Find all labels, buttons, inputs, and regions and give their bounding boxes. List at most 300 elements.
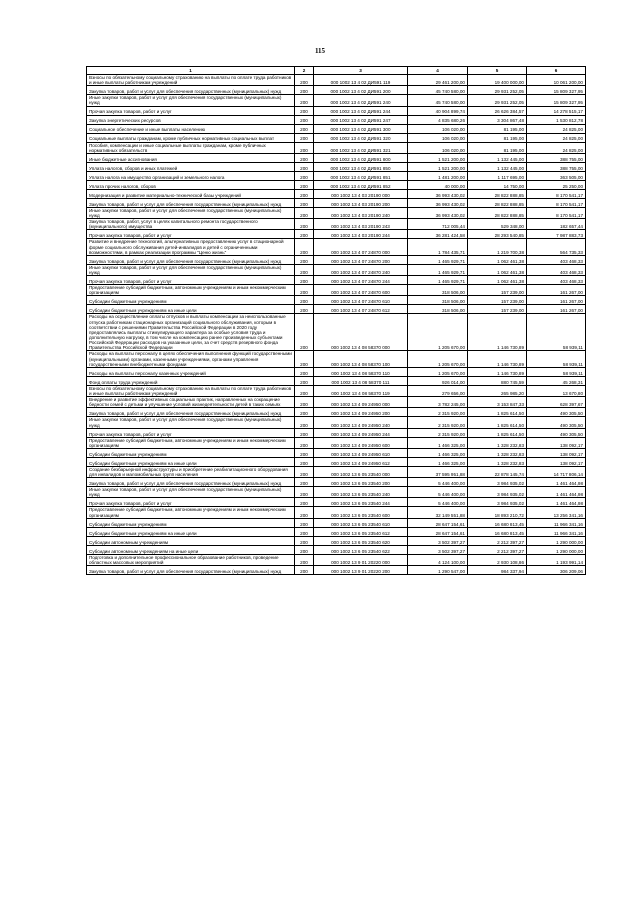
row-approved-amount: 45 740 580,00 bbox=[408, 95, 468, 106]
row-unexecuted-amount: 13 256 341,16 bbox=[527, 507, 586, 518]
row-classification-code: 000 1002 13 4 03 20190 240 bbox=[314, 207, 408, 218]
row-line-code: 200 bbox=[295, 276, 314, 285]
row-executed-amount: 2 212 397,27 bbox=[468, 545, 527, 554]
row-line-code: 200 bbox=[295, 264, 314, 275]
row-approved-amount: 1 784 435,71 bbox=[408, 239, 468, 255]
row-approved-amount: 36 993 430,02 bbox=[408, 189, 468, 198]
row-name: Субсидии бюджетным учреждениям bbox=[87, 296, 295, 305]
row-classification-code: 000 1002 13 4 02 ДИ591 850 bbox=[314, 162, 408, 171]
row-unexecuted-amount: 8 170 541,17 bbox=[527, 207, 586, 218]
row-executed-amount: 26 626 384,57 bbox=[468, 106, 527, 115]
row-line-code: 200 bbox=[295, 448, 314, 457]
row-approved-amount: 36 281 424,58 bbox=[408, 230, 468, 239]
row-classification-code: 000 1002 13 4 08 58370 100 bbox=[314, 351, 408, 367]
table-row bbox=[87, 437, 586, 448]
row-line-code: 200 bbox=[295, 162, 314, 171]
row-name: Подготовка и дополнительное профессиональное образование работников, проведение областных массовых мероприятий bbox=[87, 554, 295, 565]
row-name: Социальные выплаты гражданам, кроме публичных нормативных социальных выплат bbox=[87, 133, 295, 142]
row-approved-amount: 318 506,00 bbox=[408, 305, 468, 314]
row-name: Субсидии автономным учреждениям на иные цели bbox=[87, 545, 295, 554]
row-executed-amount: 22 878 145,74 bbox=[468, 466, 527, 477]
table-row bbox=[87, 457, 586, 466]
row-classification-code: 000 1002 13 6 05 23540 200 bbox=[314, 478, 408, 487]
row-executed-amount: 81 195,00 bbox=[468, 124, 527, 133]
row-executed-amount: 1 117 695,00 bbox=[468, 171, 527, 180]
row-name: Иные бюджетные ассигнования bbox=[87, 153, 295, 162]
row-unexecuted-amount: 161 267,00 bbox=[527, 285, 586, 296]
row-line-code: 200 bbox=[295, 466, 314, 477]
row-name: Расходы на выплаты персоналу в целях обеспечения выполнения функций государственными (муниципальными) органами, казенными учреждениями, органами управления государственными внебюджетными фондами bbox=[87, 351, 295, 367]
row-name: Субсидии автономным учреждениям bbox=[87, 536, 295, 545]
row-line-code: 200 bbox=[295, 171, 314, 180]
row-line-code: 200 bbox=[295, 219, 314, 230]
row-executed-amount: 1 062 461,38 bbox=[468, 276, 527, 285]
row-name: Иные закупки товаров, работ и услуг для обеспечения государственных (муниципальных) нужд bbox=[87, 207, 295, 218]
row-line-code: 200 bbox=[295, 285, 314, 296]
table-row bbox=[87, 162, 586, 171]
table-row bbox=[87, 545, 586, 554]
row-classification-code: 000 1002 13 4 03 20190 200 bbox=[314, 198, 408, 207]
row-executed-amount: 1 062 461,38 bbox=[468, 264, 527, 275]
row-approved-amount: 40 000,00 bbox=[408, 180, 468, 189]
row-name: Пособия, компенсации и иные социальные выплаты гражданам, кроме публичных нормативных обязательств bbox=[87, 142, 295, 153]
page-number: 115 bbox=[314, 47, 326, 55]
row-executed-amount: 1 825 614,50 bbox=[468, 417, 527, 428]
row-unexecuted-amount: 161 267,00 bbox=[527, 296, 586, 305]
row-line-code: 200 bbox=[295, 428, 314, 437]
row-executed-amount: 16 680 813,45 bbox=[468, 527, 527, 536]
row-classification-code: 000 1002 13 6 05 23540 622 bbox=[314, 545, 408, 554]
table-row bbox=[87, 487, 586, 498]
row-name: Прочая закупка товаров, работ и услуг bbox=[87, 498, 295, 507]
row-classification-code: 000 1002 13 6 05 23540 244 bbox=[314, 498, 408, 507]
row-approved-amount: 318 506,00 bbox=[408, 285, 468, 296]
row-classification-code: 000 1002 13 6 05 23540 000 bbox=[314, 466, 408, 477]
row-approved-amount: 2 315 920,00 bbox=[408, 417, 468, 428]
column-number-5: 5 bbox=[468, 67, 527, 75]
row-classification-code: 000 1002 13 4 03 20190 243 bbox=[314, 219, 408, 230]
row-classification-code: 000 1002 13 6 05 23540 600 bbox=[314, 507, 408, 518]
row-executed-amount: 1 132 445,00 bbox=[468, 153, 527, 162]
table-row bbox=[87, 95, 586, 106]
row-classification-code: 000 1002 13 4 09 24950 240 bbox=[314, 417, 408, 428]
row-approved-amount: 1 466 325,00 bbox=[408, 448, 468, 457]
row-name: Иные закупки товаров, работ и услуг для обеспечения государственных (муниципальных) нужд bbox=[87, 95, 295, 106]
row-approved-amount: 1 205 670,00 bbox=[408, 351, 468, 367]
row-approved-amount: 318 506,00 bbox=[408, 296, 468, 305]
table-row bbox=[87, 408, 586, 417]
row-unexecuted-amount: 1 461 464,98 bbox=[527, 498, 586, 507]
table-row bbox=[87, 397, 586, 408]
row-unexecuted-amount: 10 061 200,00 bbox=[527, 75, 586, 86]
row-classification-code: 000 1002 13 4 02 ДИ591 247 bbox=[314, 115, 408, 124]
row-unexecuted-amount: 1 290 000,00 bbox=[527, 545, 586, 554]
row-approved-amount: 1 521 200,00 bbox=[408, 162, 468, 171]
row-classification-code: 000 1002 13 6 05 23540 620 bbox=[314, 536, 408, 545]
row-approved-amount: 29 461 200,00 bbox=[408, 75, 468, 86]
row-approved-amount: 3 502 397,27 bbox=[408, 545, 468, 554]
row-unexecuted-amount: 15 809 327,95 bbox=[527, 86, 586, 95]
row-unexecuted-amount: 58 939,11 bbox=[527, 314, 586, 351]
row-executed-amount: 1 328 232,83 bbox=[468, 457, 527, 466]
row-line-code: 200 bbox=[295, 255, 314, 264]
row-approved-amount: 1 465 929,71 bbox=[408, 264, 468, 275]
row-unexecuted-amount: 388 755,00 bbox=[527, 153, 586, 162]
row-unexecuted-amount: 1 461 464,98 bbox=[527, 478, 586, 487]
row-classification-code: 000 1002 13 4 02 ДИ591 244 bbox=[314, 106, 408, 115]
row-executed-amount: 1 328 232,83 bbox=[468, 448, 527, 457]
row-line-code: 200 bbox=[295, 305, 314, 314]
row-name: Предоставление субсидий бюджетным, автономным учреждениям и иным некоммерческим организациям bbox=[87, 437, 295, 448]
row-unexecuted-amount: 15 809 327,95 bbox=[527, 95, 586, 106]
row-name: Внедрение и развитие эффективных социальных практик, направленных на сокращение бедности семей с детьми и улучшение условий жизнедеятельности детей в таких семьях bbox=[87, 397, 295, 408]
row-line-code: 200 bbox=[295, 518, 314, 527]
row-line-code: 200 bbox=[295, 397, 314, 408]
row-approved-amount: 106 020,00 bbox=[408, 142, 468, 153]
row-name: Иные закупки товаров, работ и услуг для обеспечения государственных (муниципальных) нужд bbox=[87, 264, 295, 275]
row-line-code: 200 bbox=[295, 507, 314, 518]
row-line-code: 200 bbox=[295, 566, 314, 575]
row-unexecuted-amount: 8 170 541,17 bbox=[527, 189, 586, 198]
row-name: Закупка товаров, работ и услуг для обеспечения государственных (муниципальных) нужд bbox=[87, 86, 295, 95]
row-line-code: 200 bbox=[295, 554, 314, 565]
row-name: Взносы по обязательному социальному страхованию на выплаты по оплате труда работников и иные выплаты работникам учреждений bbox=[87, 75, 295, 86]
row-classification-code: 000 1002 13 4 02 ДИ591 240 bbox=[314, 95, 408, 106]
row-classification-code: 000 1002 13 4 02 ДИ591 321 bbox=[314, 142, 408, 153]
row-approved-amount: 1 465 929,71 bbox=[408, 276, 468, 285]
row-line-code: 200 bbox=[295, 124, 314, 133]
row-executed-amount: 880 745,59 bbox=[468, 376, 527, 385]
row-unexecuted-amount: 24 825,00 bbox=[527, 124, 586, 133]
row-line-code: 200 bbox=[295, 198, 314, 207]
row-approved-amount: 712 005,44 bbox=[408, 219, 468, 230]
row-classification-code: 000 1002 13 4 09 24950 200 bbox=[314, 408, 408, 417]
row-executed-amount: 28 822 888,85 bbox=[468, 198, 527, 207]
row-executed-amount: 157 239,00 bbox=[468, 296, 527, 305]
row-line-code: 200 bbox=[295, 376, 314, 385]
row-unexecuted-amount: 14 278 515,17 bbox=[527, 106, 586, 115]
row-name: Субсидии бюджетным учреждениям bbox=[87, 448, 295, 457]
row-approved-amount: 3 782 245,00 bbox=[408, 397, 468, 408]
table-row bbox=[87, 106, 586, 115]
row-approved-amount: 1 466 325,00 bbox=[408, 437, 468, 448]
row-name: Закупка товаров, работ и услуг для обеспечения государственных (муниципальных) нужд bbox=[87, 198, 295, 207]
row-classification-code: 000 1002 13 4 02 ДИ591 119 bbox=[314, 75, 408, 86]
row-name: Иные закупки товаров, работ и услуг для обеспечения государственных (муниципальных) нужд bbox=[87, 417, 295, 428]
row-executed-amount: 529 348,00 bbox=[468, 219, 527, 230]
row-approved-amount: 5 446 400,00 bbox=[408, 478, 468, 487]
table-row bbox=[87, 142, 586, 153]
row-classification-code: 000 1002 13 4 07 24870 612 bbox=[314, 305, 408, 314]
row-executed-amount: 16 680 813,45 bbox=[468, 518, 527, 527]
row-line-code: 200 bbox=[295, 545, 314, 554]
row-executed-amount: 81 195,00 bbox=[468, 133, 527, 142]
row-line-code: 200 bbox=[295, 180, 314, 189]
row-line-code: 200 bbox=[295, 536, 314, 545]
table-row bbox=[87, 230, 586, 239]
row-line-code: 200 bbox=[295, 457, 314, 466]
row-unexecuted-amount: 403 468,33 bbox=[527, 276, 586, 285]
row-approved-amount: 1 521 200,00 bbox=[408, 153, 468, 162]
row-approved-amount: 2 315 920,00 bbox=[408, 428, 468, 437]
row-executed-amount: 1 132 445,00 bbox=[468, 162, 527, 171]
row-line-code: 200 bbox=[295, 153, 314, 162]
row-classification-code: 000 1002 13 4 02 ДИ591 320 bbox=[314, 133, 408, 142]
row-classification-code: 000 1002 13 6 05 23540 612 bbox=[314, 527, 408, 536]
row-executed-amount: 28 293 540,85 bbox=[468, 230, 527, 239]
table-row bbox=[87, 566, 586, 575]
row-classification-code: 000 1002 13 4 02 ДИ591 200 bbox=[314, 86, 408, 95]
table-row bbox=[87, 189, 586, 198]
row-executed-amount: 1 219 700,38 bbox=[468, 239, 527, 255]
table-row bbox=[87, 285, 586, 296]
row-line-code: 200 bbox=[295, 478, 314, 487]
table-row bbox=[87, 527, 586, 536]
row-executed-amount: 1 062 461,38 bbox=[468, 255, 527, 264]
row-name: Прочая закупка товаров, работ и услуг bbox=[87, 276, 295, 285]
row-line-code: 200 bbox=[295, 437, 314, 448]
row-line-code: 200 bbox=[295, 239, 314, 255]
row-name: Закупка товаров, работ и услуг для обеспечения государственных (муниципальных) нужд bbox=[87, 478, 295, 487]
row-line-code: 200 bbox=[295, 498, 314, 507]
row-name: Иные закупки товаров, работ и услуг для обеспечения государственных (муниципальных) нужд bbox=[87, 487, 295, 498]
row-unexecuted-amount: 11 966 341,16 bbox=[527, 518, 586, 527]
row-unexecuted-amount: 13 670,80 bbox=[527, 385, 586, 396]
row-classification-code: 000 1002 13 9 01 20220 000 bbox=[314, 554, 408, 565]
table-row bbox=[87, 180, 586, 189]
row-approved-amount: 28 647 154,61 bbox=[408, 518, 468, 527]
row-line-code: 200 bbox=[295, 75, 314, 86]
row-approved-amount: 279 656,00 bbox=[408, 385, 468, 396]
table-row bbox=[87, 305, 586, 314]
row-unexecuted-amount: 24 825,00 bbox=[527, 133, 586, 142]
row-unexecuted-amount: 8 170 541,17 bbox=[527, 198, 586, 207]
table-row bbox=[87, 276, 586, 285]
row-classification-code: 000 1002 13 4 02 ДИ591 852 bbox=[314, 180, 408, 189]
row-classification-code: 000 1002 13 4 09 24950 000 bbox=[314, 397, 408, 408]
row-unexecuted-amount: 1 290 000,00 bbox=[527, 536, 586, 545]
row-name: Расходы на осуществление оплаты отпусков и выплаты компенсации за неиспользованные отпуска работникам стационарных организаций социального обслуживания, которым в соответствии с решениями Правительства Российской Федерации в 2020 году предоставлялись выплаты стимулирующего характера за особые условия труда и дополнительную нагрузку, в том числе на компенсацию ранее произведенных субъектами Российской Федерации расходов на указанные цели, за счет средств резервного фонда Правительства Российской Федерации bbox=[87, 314, 295, 351]
row-line-code: 200 bbox=[295, 385, 314, 396]
row-classification-code: 000 1002 13 4 09 24950 612 bbox=[314, 457, 408, 466]
row-name: Закупка энергетических ресурсов bbox=[87, 115, 295, 124]
row-executed-amount: 29 931 252,05 bbox=[468, 86, 527, 95]
row-approved-amount: 926 014,00 bbox=[408, 376, 468, 385]
row-executed-amount: 29 931 252,05 bbox=[468, 95, 527, 106]
column-number-6: 6 bbox=[527, 67, 586, 75]
column-number-1: 1 bbox=[87, 67, 295, 75]
row-approved-amount: 37 595 951,88 bbox=[408, 466, 468, 477]
table-row bbox=[87, 367, 586, 376]
row-name: Уплата налогов, сборов и иных платежей bbox=[87, 162, 295, 171]
row-line-code: 200 bbox=[295, 487, 314, 498]
row-name: Модернизация и развитие материально-технической базы учреждений bbox=[87, 189, 295, 198]
row-classification-code: 000 1002 13 4 08 58370 110 bbox=[314, 367, 408, 376]
table-row bbox=[87, 554, 586, 565]
row-classification-code: 000 1002 13 4 03 20190 000 bbox=[314, 189, 408, 198]
row-executed-amount: 3 984 935,02 bbox=[468, 487, 527, 498]
table-row bbox=[87, 133, 586, 142]
row-name: Закупка товаров, работ и услуг для обеспечения государственных (муниципальных) нужд bbox=[87, 255, 295, 264]
row-classification-code: 000 1002 13 4 03 20190 244 bbox=[314, 230, 408, 239]
row-unexecuted-amount: 403 468,33 bbox=[527, 264, 586, 275]
row-unexecuted-amount: 564 735,33 bbox=[527, 239, 586, 255]
column-number-3: 3 bbox=[314, 67, 408, 75]
table-row bbox=[87, 255, 586, 264]
table-row bbox=[87, 264, 586, 275]
row-classification-code: 000 1002 13 4 07 24870 200 bbox=[314, 255, 408, 264]
row-approved-amount: 40 904 899,74 bbox=[408, 106, 468, 115]
row-name: Фонд оплаты труда учреждений bbox=[87, 376, 295, 385]
row-executed-amount: 265 985,20 bbox=[468, 385, 527, 396]
table-row bbox=[87, 198, 586, 207]
row-name: Создание безбарьерной инфраструктуры и приобретение реабилитационного оборудования для инвалидов и маломобильных групп населения bbox=[87, 466, 295, 477]
row-unexecuted-amount: 628 397,67 bbox=[527, 397, 586, 408]
budget-table bbox=[86, 66, 586, 575]
row-classification-code: 000 1002 13 4 07 24870 610 bbox=[314, 296, 408, 305]
row-unexecuted-amount: 306 209,06 bbox=[527, 566, 586, 575]
row-unexecuted-amount: 11 966 341,16 bbox=[527, 527, 586, 536]
table-row bbox=[87, 86, 586, 95]
row-line-code: 200 bbox=[295, 408, 314, 417]
table-row bbox=[87, 417, 586, 428]
row-name: Субсидии бюджетным учреждениям на иные цели bbox=[87, 527, 295, 536]
row-executed-amount: 1 825 614,50 bbox=[468, 408, 527, 417]
row-executed-amount: 18 893 210,72 bbox=[468, 507, 527, 518]
row-name: Прочая закупка товаров, работ и услуг bbox=[87, 106, 295, 115]
table-row bbox=[87, 518, 586, 527]
table-row bbox=[87, 219, 586, 230]
row-unexecuted-amount: 403 468,33 bbox=[527, 255, 586, 264]
row-classification-code: 000 1002 13 4 07 24870 240 bbox=[314, 264, 408, 275]
row-executed-amount: 3 304 867,48 bbox=[468, 115, 527, 124]
row-name: Прочая закупка товаров, работ и услуг bbox=[87, 230, 295, 239]
table-row bbox=[87, 478, 586, 487]
row-classification-code: 000 1002 13 4 07 24870 244 bbox=[314, 276, 408, 285]
column-number-4: 4 bbox=[408, 67, 468, 75]
row-approved-amount: 1 465 929,71 bbox=[408, 255, 468, 264]
row-executed-amount: 3 984 935,02 bbox=[468, 498, 527, 507]
row-unexecuted-amount: 363 505,00 bbox=[527, 171, 586, 180]
table-row bbox=[87, 351, 586, 367]
row-approved-amount: 106 020,00 bbox=[408, 124, 468, 133]
row-executed-amount: 1 146 730,89 bbox=[468, 314, 527, 351]
row-unexecuted-amount: 1 530 812,78 bbox=[527, 115, 586, 124]
row-unexecuted-amount: 138 092,17 bbox=[527, 448, 586, 457]
row-classification-code: 000 1002 13 4 08 58370 000 bbox=[314, 314, 408, 351]
row-approved-amount: 4 835 680,26 bbox=[408, 115, 468, 124]
table-row bbox=[87, 314, 586, 351]
row-name: Расходы на выплаты персоналу казенных учреждений bbox=[87, 367, 295, 376]
row-line-code: 200 bbox=[295, 133, 314, 142]
row-approved-amount: 1 205 670,00 bbox=[408, 314, 468, 351]
row-line-code: 200 bbox=[295, 115, 314, 124]
row-classification-code: 000 1002 13 4 08 58370 119 bbox=[314, 385, 408, 396]
table-row bbox=[87, 376, 586, 385]
row-unexecuted-amount: 24 825,00 bbox=[527, 142, 586, 153]
row-approved-amount: 5 446 400,00 bbox=[408, 487, 468, 498]
row-executed-amount: 984 337,94 bbox=[468, 566, 527, 575]
row-executed-amount: 157 239,00 bbox=[468, 285, 527, 296]
row-name: Закупка товаров, работ и услуг для обеспечения государственных (муниципальных) нужд bbox=[87, 408, 295, 417]
row-approved-amount: 1 481 200,00 bbox=[408, 171, 468, 180]
row-name: Предоставление субсидий бюджетным, автономным учреждениям и иным некоммерческим организациям bbox=[87, 285, 295, 296]
row-executed-amount: 2 212 397,27 bbox=[468, 536, 527, 545]
row-unexecuted-amount: 490 305,50 bbox=[527, 428, 586, 437]
row-classification-code: 000 1002 13 6 05 23540 240 bbox=[314, 487, 408, 498]
row-classification-code: 000 1002 13 4 02 ДИ591 300 bbox=[314, 124, 408, 133]
table-row bbox=[87, 428, 586, 437]
row-name: Уплата прочих налогов, сборов bbox=[87, 180, 295, 189]
row-unexecuted-amount: 1 193 991,14 bbox=[527, 554, 586, 565]
row-line-code: 200 bbox=[295, 314, 314, 351]
column-number-2: 2 bbox=[295, 67, 314, 75]
row-unexecuted-amount: 45 268,31 bbox=[527, 376, 586, 385]
table-row bbox=[87, 385, 586, 396]
row-name: Развитие и внедрение технологий, альтернативных предоставлению услуг в стационарной форме социального обслуживания детей-инвалидов и детей с ограниченными возможностями, в рамках реализации программы "Ценю жизнь" bbox=[87, 239, 295, 255]
row-unexecuted-amount: 14 717 806,14 bbox=[527, 466, 586, 477]
row-name: Закупка товаров, работ, услуг в целях капитального ремонта государственного (муниципального) имущества bbox=[87, 219, 295, 230]
row-name: Субсидии бюджетным учреждениям bbox=[87, 518, 295, 527]
row-line-code: 200 bbox=[295, 106, 314, 115]
row-classification-code: 000 1002 13 4 08 58370 111 bbox=[314, 376, 408, 385]
row-executed-amount: 28 822 888,85 bbox=[468, 207, 527, 218]
row-approved-amount: 36 993 430,02 bbox=[408, 207, 468, 218]
budget-table-body bbox=[87, 67, 586, 575]
row-name: Субсидии бюджетным учреждениям на иные цели bbox=[87, 305, 295, 314]
row-executed-amount: 28 822 888,85 bbox=[468, 189, 527, 198]
row-approved-amount: 1 205 670,00 bbox=[408, 367, 468, 376]
row-classification-code: 000 1002 13 4 09 24950 600 bbox=[314, 437, 408, 448]
row-executed-amount: 14 750,00 bbox=[468, 180, 527, 189]
row-approved-amount: 3 502 397,27 bbox=[408, 536, 468, 545]
row-classification-code: 000 1002 13 4 09 24950 610 bbox=[314, 448, 408, 457]
row-name: Социальное обеспечение и иные выплаты населению bbox=[87, 124, 295, 133]
table-row bbox=[87, 466, 586, 477]
row-unexecuted-amount: 490 305,50 bbox=[527, 417, 586, 428]
row-executed-amount: 1 146 730,89 bbox=[468, 367, 527, 376]
row-approved-amount: 36 993 430,02 bbox=[408, 198, 468, 207]
table-row bbox=[87, 207, 586, 218]
row-unexecuted-amount: 25 250,00 bbox=[527, 180, 586, 189]
row-executed-amount: 19 400 000,00 bbox=[468, 75, 527, 86]
row-line-code: 200 bbox=[295, 189, 314, 198]
row-line-code: 200 bbox=[295, 351, 314, 367]
row-executed-amount: 2 930 108,86 bbox=[468, 554, 527, 565]
table-row bbox=[87, 124, 586, 133]
row-line-code: 200 bbox=[295, 296, 314, 305]
row-unexecuted-amount: 388 755,00 bbox=[527, 162, 586, 171]
row-approved-amount: 45 740 580,00 bbox=[408, 86, 468, 95]
row-line-code: 200 bbox=[295, 230, 314, 239]
table-row bbox=[87, 75, 586, 86]
row-unexecuted-amount: 58 939,11 bbox=[527, 351, 586, 367]
table-row bbox=[87, 115, 586, 124]
row-line-code: 200 bbox=[295, 86, 314, 95]
table-row bbox=[87, 296, 586, 305]
row-approved-amount: 4 124 100,00 bbox=[408, 554, 468, 565]
row-approved-amount: 5 446 400,00 bbox=[408, 498, 468, 507]
table-row bbox=[87, 171, 586, 180]
row-unexecuted-amount: 138 092,17 bbox=[527, 457, 586, 466]
row-classification-code: 000 1002 13 6 05 23540 610 bbox=[314, 518, 408, 527]
table-row bbox=[87, 448, 586, 457]
row-executed-amount: 3 153 847,33 bbox=[468, 397, 527, 408]
row-name: Прочая закупка товаров, работ и услуг bbox=[87, 428, 295, 437]
row-unexecuted-amount: 1 461 464,98 bbox=[527, 487, 586, 498]
row-executed-amount: 3 984 935,02 bbox=[468, 478, 527, 487]
row-executed-amount: 81 195,00 bbox=[468, 142, 527, 153]
